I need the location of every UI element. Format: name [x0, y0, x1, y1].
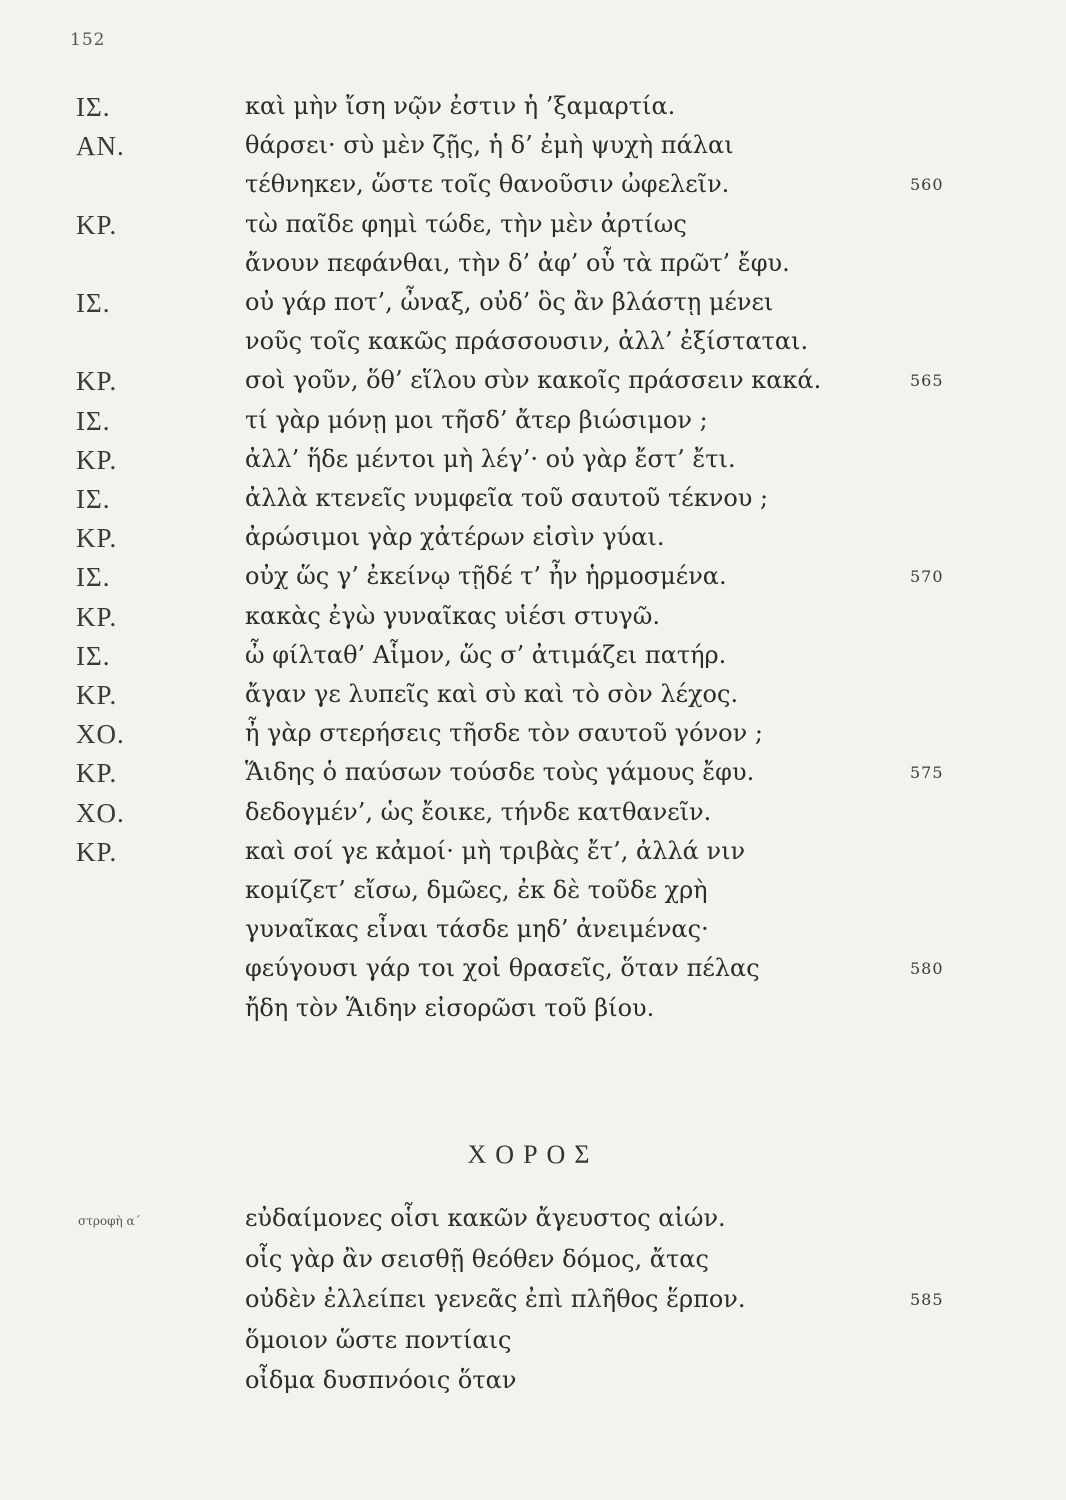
speaker-label: ΙΣ. — [76, 406, 111, 436]
speaker-label: ΚΡ. — [76, 837, 118, 867]
verse-line — [0, 206, 1066, 246]
speaker-label: ΚΡ. — [76, 680, 118, 710]
verse-line — [0, 833, 1066, 873]
verse-line — [0, 754, 1066, 794]
verse-line — [0, 990, 1066, 1030]
speaker-label: ΧΟ. — [76, 798, 125, 828]
verse-text: ἤδη τὸν Ἅιδην εἰσορῶσι τοῦ βίου. — [245, 994, 655, 1022]
speaker-label: ΚΡ. — [76, 210, 118, 240]
line-number: 585 — [910, 1290, 944, 1309]
verse-text: ἄνουν πεφάνθαι, τὴν δ’ ἀφ’ οὗ τὰ πρῶτ’ ἔφυ. — [245, 249, 790, 277]
verse-text: ἦ γὰρ στερήσεις τῆσδε τὸν σαυτοῦ γόνον ; — [245, 719, 763, 747]
verse-line — [0, 284, 1066, 324]
speaker-label: ΚΡ. — [76, 523, 118, 553]
chorus-line — [0, 1322, 1066, 1362]
verse-text: ἀλλ’ ἥδε μέντοι μὴ λέγ’· οὐ γὰρ ἔστ’ ἔτι. — [245, 445, 736, 473]
verse-text: νοῦς τοῖς κακῶς πράσσουσιν, ἀλλ’ ἐξίσταται. — [245, 327, 809, 355]
speaker-label: ΑΝ. — [76, 131, 125, 161]
verse-line — [0, 480, 1066, 520]
verse-text: οἷς γὰρ ἂν σεισθῇ θεόθεν δόμος, ἄτας — [245, 1245, 709, 1273]
verse-line — [0, 872, 1066, 912]
verse-text: Ἅιδης ὁ παύσων τούσδε τοὺς γάμους ἔφυ. — [245, 758, 755, 786]
line-number: 575 — [910, 763, 944, 782]
verse-text: σοὶ γοῦν, ὅθ’ εἵλου σὺν κακοῖς πράσσειν κακά. — [245, 366, 822, 394]
verse-text: οἶδμα δυσπνόοις ὅταν — [245, 1366, 517, 1394]
speaker-label: ΧΟ. — [76, 719, 125, 749]
speaker-label: ΙΣ. — [76, 484, 111, 514]
verse-text: ὅμοιον ὥστε ποντίαις — [245, 1326, 512, 1354]
verse-line — [0, 715, 1066, 755]
verse-line — [0, 441, 1066, 481]
verse-text: θάρσει· σὺ μὲν ζῇς, ἡ δ’ ἐμὴ ψυχὴ πάλαι — [245, 131, 734, 159]
verse-text: τέθνηκεν, ὥστε τοῖς θανοῦσιν ὠφελεῖν. — [245, 170, 730, 198]
speaker-label: ΚΡ. — [76, 602, 118, 632]
verse-line — [0, 950, 1066, 990]
page-number: 152 — [70, 30, 106, 50]
chorus-heading: ΧΟΡΟΣ — [467, 1140, 599, 1169]
verse-line — [0, 88, 1066, 128]
verse-line — [0, 911, 1066, 951]
speaker-label: ΙΣ. — [76, 641, 111, 671]
verse-text: οὐχ ὥς γ’ ἐκείνῳ τῇδέ τ’ ἦν ἡρμοσμένα. — [245, 562, 727, 590]
verse-text: ἀρώσιμοι γὰρ χἀτέρων εἰσὶν γύαι. — [245, 523, 665, 551]
verse-line — [0, 598, 1066, 638]
verse-text: εὐδαίμονες οἷσι κακῶν ἄγευστος αἰών. — [245, 1204, 726, 1232]
line-number: 570 — [910, 567, 944, 586]
verse-line — [0, 402, 1066, 442]
strophe-label: στροφὴ α΄ — [78, 1214, 141, 1228]
chorus-line — [0, 1362, 1066, 1402]
verse-line — [0, 362, 1066, 402]
speaker-label: ΚΡ. — [76, 366, 118, 396]
verse-text: κακὰς ἐγὼ γυναῖκας υἱέσι στυγῶ. — [245, 602, 660, 630]
verse-line — [0, 676, 1066, 716]
chorus-line — [0, 1200, 1066, 1240]
verse-line — [0, 323, 1066, 363]
verse-line — [0, 127, 1066, 167]
speaker-label: ΙΣ. — [76, 288, 111, 318]
speaker-label: ΚΡ. — [76, 758, 118, 788]
verse-text: ἄγαν γε λυπεῖς καὶ σὺ καὶ τὸ σὸν λέχος. — [245, 680, 739, 708]
chorus-line — [0, 1281, 1066, 1321]
line-number: 565 — [910, 371, 944, 390]
speaker-label: ΙΣ. — [76, 562, 111, 592]
verse-text: γυναῖκας εἶναι τάσδε μηδ’ ἀνειμένας· — [245, 915, 709, 943]
verse-line — [0, 637, 1066, 677]
chorus-line — [0, 1241, 1066, 1281]
line-number: 560 — [910, 175, 944, 194]
verse-text: ἀλλὰ κτενεῖς νυμφεῖα τοῦ σαυτοῦ τέκνου ; — [245, 484, 769, 512]
verse-text: καὶ σοί γε κἀμοί· μὴ τριβὰς ἔτ’, ἀλλά νιν — [245, 837, 746, 865]
verse-line — [0, 558, 1066, 598]
verse-line — [0, 519, 1066, 559]
verse-text: ὦ φίλταθ’ Αἷμον, ὥς σ’ ἀτιμάζει πατήρ. — [245, 641, 727, 669]
verse-line — [0, 245, 1066, 285]
verse-text: οὐ γάρ ποτ’, ὦναξ, οὐδ’ ὃς ἂν βλάστῃ μένει — [245, 288, 774, 316]
verse-text: οὐδὲν ἐλλείπει γενεᾶς ἐπὶ πλῆθος ἕρπον. — [245, 1285, 746, 1313]
line-number: 580 — [910, 959, 944, 978]
verse-text: τὼ παῖδε φημὶ τώδε, τὴν μὲν ἀρτίως — [245, 210, 687, 238]
verse-line — [0, 166, 1066, 206]
verse-text: δεδογμέν’, ὡς ἔοικε, τήνδε κατθανεῖν. — [245, 798, 712, 826]
verse-text: καὶ μὴν ἴση νῷν ἐστιν ἡ ’ξαμαρτία. — [245, 92, 676, 120]
verse-text: κομίζετ’ εἴσω, δμῶες, ἐκ δὲ τοῦδε χρὴ — [245, 876, 708, 904]
speaker-label: ΙΣ. — [76, 92, 111, 122]
speaker-label: ΚΡ. — [76, 445, 118, 475]
verse-text: φεύγουσι γάρ τοι χοἰ θρασεῖς, ὅταν πέλας — [245, 954, 760, 982]
verse-text: τί γὰρ μόνῃ μοι τῆσδ’ ἄτερ βιώσιμον ; — [245, 406, 708, 434]
verse-line — [0, 794, 1066, 834]
